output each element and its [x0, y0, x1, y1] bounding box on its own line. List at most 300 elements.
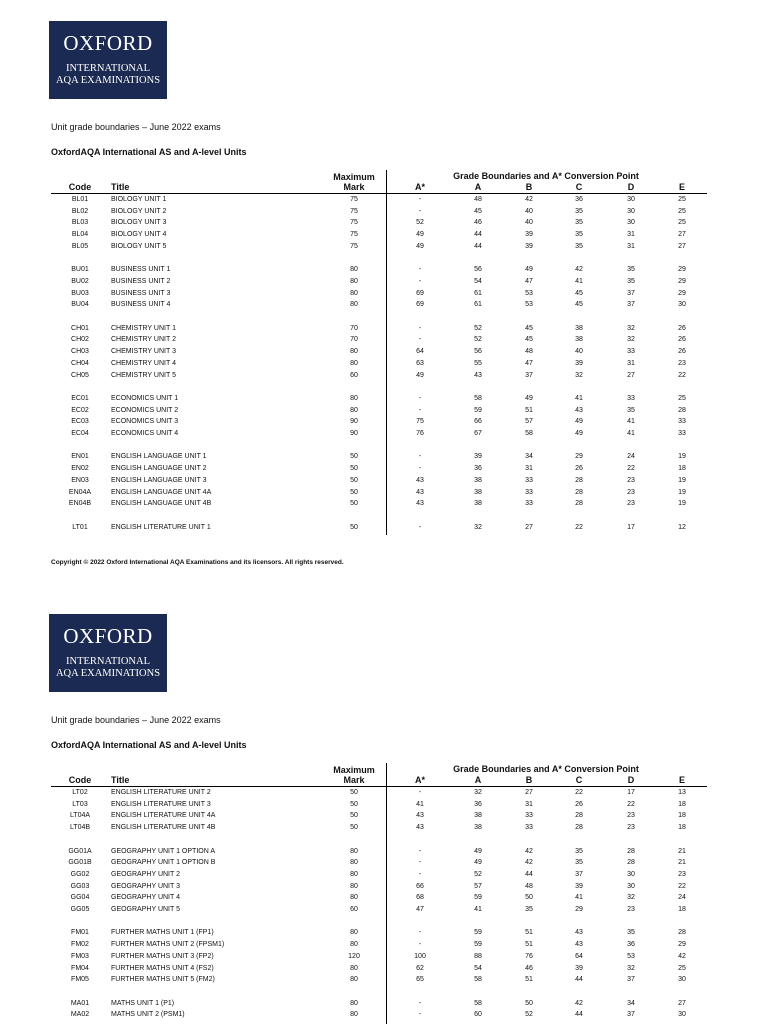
cell-a: 55 — [474, 359, 482, 367]
cell-c: 39 — [575, 964, 583, 972]
cell-a: 61 — [474, 289, 482, 297]
table-row — [0, 217, 768, 228]
cell-d: 35 — [627, 929, 635, 937]
cell-astar: 65 — [416, 976, 424, 984]
cell-b: 47 — [525, 359, 533, 367]
cell-a: 58 — [474, 394, 482, 402]
cell-e: 19 — [678, 476, 686, 484]
cell-c: 35 — [575, 219, 583, 227]
cell-astar: 43 — [416, 824, 424, 832]
cell-title: GEOGRAPHY UNIT 2 — [111, 870, 180, 878]
cell-c: 35 — [575, 231, 583, 239]
cell-a: 52 — [474, 336, 482, 344]
cell-title: ENGLISH LANGUAGE UNIT 2 — [111, 465, 207, 473]
cell-max: 80 — [350, 929, 358, 937]
cell-a: 88 — [474, 952, 482, 960]
cell-max: 80 — [350, 359, 358, 367]
cell-astar: - — [418, 453, 422, 461]
cell-code: FM05 — [71, 976, 89, 984]
table-row — [0, 463, 768, 474]
cell-max: 50 — [350, 523, 358, 531]
cell-d: 33 — [627, 348, 635, 356]
cell-a: 58 — [474, 976, 482, 984]
cell-b: 42 — [525, 847, 533, 855]
cell-d: 35 — [627, 266, 635, 274]
cell-b: 46 — [525, 964, 533, 972]
cell-e: 30 — [678, 976, 686, 984]
table-row — [0, 229, 768, 240]
table-row — [0, 276, 768, 287]
cell-b: 40 — [525, 219, 533, 227]
cell-e: 30 — [678, 301, 686, 309]
cell-c: 45 — [575, 289, 583, 297]
cell-a: 61 — [474, 301, 482, 309]
cell-a: 41 — [474, 906, 482, 913]
cell-title: CHEMISTRY UNIT 2 — [111, 336, 176, 344]
cell-b: 48 — [525, 882, 533, 890]
cell-title: ENGLISH LITERATURE UNIT 2 — [111, 789, 211, 796]
cell-code: CH04 — [71, 359, 89, 367]
cell-d: 32 — [627, 894, 635, 902]
cell-e: 21 — [678, 847, 686, 855]
table-row — [0, 487, 768, 498]
cell-astar: - — [418, 266, 422, 274]
cell-code: BU02 — [71, 277, 89, 285]
cell-a: 49 — [474, 847, 482, 855]
header-mark: Mark — [343, 775, 365, 785]
cell-b: 34 — [525, 453, 533, 461]
cell-d: 17 — [627, 523, 635, 531]
cell-code: BL03 — [71, 219, 89, 227]
cell-astar: 75 — [416, 418, 424, 426]
header-title: Title — [111, 775, 130, 785]
table-row — [0, 299, 768, 310]
cell-d: 35 — [627, 277, 635, 285]
cell-code: EC04 — [71, 430, 89, 437]
cell-e: 29 — [678, 277, 686, 285]
cell-e: 33 — [678, 430, 686, 437]
page-2 — [0, 593, 768, 1024]
cell-a: 46 — [474, 219, 482, 227]
cell-code: EC02 — [71, 406, 89, 414]
header-grade-boundaries: Grade Boundaries and A* Conversion Point — [453, 764, 639, 774]
cell-code: CH02 — [71, 336, 89, 344]
cell-max: 80 — [350, 394, 358, 402]
cell-b: 51 — [525, 941, 533, 949]
cell-astar: 43 — [416, 488, 424, 496]
cell-d: 35 — [627, 406, 635, 414]
cell-a: 38 — [474, 500, 482, 508]
cell-max: 80 — [350, 859, 358, 867]
cell-a: 38 — [474, 812, 482, 820]
cell-a: 49 — [474, 859, 482, 867]
cell-max: 80 — [350, 964, 358, 972]
cell-max: 50 — [350, 465, 358, 473]
cell-a: 44 — [474, 242, 482, 250]
cell-c: 28 — [575, 488, 583, 496]
cell-a: 38 — [474, 488, 482, 496]
cell-title: BIOLOGY UNIT 5 — [111, 242, 167, 250]
header-d: D — [627, 775, 635, 785]
cell-d: 30 — [627, 882, 635, 890]
table-row — [0, 869, 768, 880]
cell-a: 66 — [474, 418, 482, 426]
cell-title: ECONOMICS UNIT 4 — [111, 430, 179, 437]
table-row — [0, 892, 768, 903]
cell-max: 80 — [350, 870, 358, 878]
cell-astar: 64 — [416, 348, 424, 356]
cell-d: 31 — [627, 231, 635, 239]
table-row — [0, 810, 768, 821]
cell-a: 58 — [474, 999, 482, 1007]
cell-astar: 49 — [416, 371, 424, 379]
cell-c: 26 — [575, 465, 583, 473]
cell-code: EN04B — [68, 500, 92, 508]
table-row — [0, 1009, 768, 1020]
cell-e: 21 — [678, 859, 686, 867]
cell-title: ENGLISH LITERATURE UNIT 4B — [111, 824, 216, 832]
cell-d: 34 — [627, 999, 635, 1007]
cell-c: 41 — [575, 894, 583, 902]
table-row — [0, 881, 768, 892]
cell-title: BIOLOGY UNIT 3 — [111, 219, 167, 227]
cell-e: 19 — [678, 488, 686, 496]
cell-astar: 100 — [414, 952, 426, 960]
cell-code: EN01 — [71, 453, 89, 461]
table-row — [0, 416, 768, 427]
cell-e: 18 — [678, 800, 686, 808]
cell-title: CHEMISTRY UNIT 4 — [111, 359, 176, 367]
cell-a: 59 — [474, 894, 482, 902]
table-row — [0, 428, 768, 439]
cell-d: 23 — [627, 488, 635, 496]
header-astar: A* — [414, 182, 425, 192]
cell-astar: - — [418, 929, 422, 937]
cell-astar: 41 — [416, 800, 424, 808]
cell-a: 59 — [474, 406, 482, 414]
cell-a: 36 — [474, 465, 482, 473]
cell-max: 50 — [350, 500, 358, 508]
cell-max: 80 — [350, 266, 358, 274]
cell-b: 53 — [525, 301, 533, 309]
cell-b: 39 — [525, 231, 533, 239]
cell-title: ECONOMICS UNIT 1 — [111, 394, 179, 402]
cell-code: FM03 — [71, 952, 89, 960]
cell-e: 24 — [678, 894, 686, 902]
cell-code: GG05 — [70, 906, 90, 913]
table-row — [0, 846, 768, 857]
cell-d: 31 — [627, 359, 635, 367]
cell-astar: 43 — [416, 476, 424, 484]
cell-title: GEOGRAPHY UNIT 5 — [111, 906, 180, 913]
header-b: B — [525, 182, 533, 192]
cell-title: ECONOMICS UNIT 3 — [111, 418, 179, 426]
cell-code: BU03 — [71, 289, 89, 297]
cell-title: ECONOMICS UNIT 2 — [111, 406, 179, 414]
cell-d: 37 — [627, 289, 635, 297]
cell-e: 29 — [678, 289, 686, 297]
cell-d: 22 — [627, 800, 635, 808]
cell-c: 39 — [575, 882, 583, 890]
cell-b: 50 — [525, 894, 533, 902]
cell-b: 49 — [525, 266, 533, 274]
cell-c: 35 — [575, 207, 583, 215]
header-a: A — [474, 775, 482, 785]
cell-a: 48 — [474, 196, 482, 203]
cell-d: 17 — [627, 789, 635, 796]
cell-c: 64 — [575, 952, 583, 960]
cell-max: 70 — [350, 324, 358, 332]
cell-d: 36 — [627, 941, 635, 949]
table-row — [0, 405, 768, 416]
cell-max: 60 — [350, 906, 358, 913]
cell-code: CH05 — [71, 371, 89, 379]
cell-title: CHEMISTRY UNIT 3 — [111, 348, 176, 356]
cell-b: 45 — [525, 336, 533, 344]
cell-title: ENGLISH LANGUAGE UNIT 4B — [111, 500, 212, 508]
cell-code: FM01 — [71, 929, 89, 937]
cell-a: 32 — [474, 523, 482, 531]
cell-astar: 52 — [416, 219, 424, 227]
header-d: D — [627, 182, 635, 192]
cell-title: BIOLOGY UNIT 4 — [111, 231, 167, 239]
cell-c: 29 — [575, 453, 583, 461]
cell-max: 90 — [350, 430, 358, 437]
cell-b: 33 — [525, 812, 533, 820]
cell-max: 80 — [350, 882, 358, 890]
cell-code: CH03 — [71, 348, 89, 356]
cell-b: 48 — [525, 348, 533, 356]
cell-code: LT01 — [72, 523, 88, 531]
cell-title: BUSINESS UNIT 3 — [111, 289, 171, 297]
cell-astar: - — [418, 394, 422, 402]
cell-code: BL04 — [71, 231, 89, 239]
cell-title: CHEMISTRY UNIT 5 — [111, 371, 176, 379]
table-row — [0, 974, 768, 985]
logo-international-text: INTERNATIONAL — [66, 656, 150, 667]
cell-d: 37 — [627, 301, 635, 309]
cell-b: 39 — [525, 242, 533, 250]
header-c: C — [575, 182, 583, 192]
cell-astar: - — [418, 941, 422, 949]
cell-title: BUSINESS UNIT 2 — [111, 277, 171, 285]
cell-max: 80 — [350, 976, 358, 984]
cell-max: 80 — [350, 894, 358, 902]
cell-code: EN03 — [71, 476, 89, 484]
cell-c: 28 — [575, 824, 583, 832]
logo-international-text: INTERNATIONAL — [66, 63, 150, 74]
table-row — [0, 346, 768, 357]
cell-b: 33 — [525, 476, 533, 484]
cell-c: 22 — [575, 523, 583, 531]
cell-a: 59 — [474, 941, 482, 949]
header-code: Code — [68, 182, 92, 192]
cell-e: 22 — [678, 371, 686, 379]
cell-b: 27 — [525, 789, 533, 796]
cell-c: 43 — [575, 941, 583, 949]
cell-a: 36 — [474, 800, 482, 808]
cell-astar: 76 — [416, 430, 424, 437]
oxford-aqa-logo — [49, 21, 167, 99]
table-row — [0, 799, 768, 810]
cell-title: ENGLISH LANGUAGE UNIT 4A — [111, 488, 212, 496]
cell-b: 35 — [525, 906, 533, 913]
cell-e: 27 — [678, 999, 686, 1007]
cell-code: FM02 — [71, 941, 89, 949]
cell-max: 75 — [350, 231, 358, 239]
cell-b: 52 — [525, 1011, 533, 1019]
cell-d: 32 — [627, 964, 635, 972]
table-row — [0, 451, 768, 462]
cell-astar: - — [418, 277, 422, 285]
table-row — [0, 334, 768, 345]
cell-e: 23 — [678, 870, 686, 878]
header-mark: Mark — [343, 182, 365, 192]
cell-b: 53 — [525, 289, 533, 297]
cell-b: 51 — [525, 929, 533, 937]
cell-b: 57 — [525, 418, 533, 426]
cell-astar: - — [418, 523, 422, 531]
cell-b: 31 — [525, 465, 533, 473]
cell-a: 32 — [474, 789, 482, 796]
cell-b: 33 — [525, 488, 533, 496]
cell-d: 28 — [627, 847, 635, 855]
cell-title: GEOGRAPHY UNIT 1 OPTION B — [111, 859, 216, 867]
cell-c: 26 — [575, 800, 583, 808]
header-b: B — [525, 775, 533, 785]
table-row — [0, 522, 768, 533]
cell-d: 30 — [627, 870, 635, 878]
cell-astar: - — [418, 207, 422, 215]
section-title: OxfordAQA International AS and A-level Units — [51, 740, 247, 750]
cell-b: 45 — [525, 324, 533, 332]
cell-code: BU04 — [71, 301, 89, 309]
table-row — [0, 358, 768, 369]
cell-astar: - — [418, 465, 422, 473]
cell-c: 41 — [575, 394, 583, 402]
cell-code: BL01 — [71, 196, 89, 203]
cell-max: 80 — [350, 289, 358, 297]
cell-d: 30 — [627, 196, 635, 203]
cell-code: CH01 — [71, 324, 89, 332]
cell-e: 29 — [678, 266, 686, 274]
cell-e: 25 — [678, 207, 686, 215]
cell-a: 54 — [474, 277, 482, 285]
table-row — [0, 927, 768, 938]
table-row — [0, 194, 768, 205]
table-row — [0, 963, 768, 974]
cell-d: 23 — [627, 906, 635, 913]
table-row — [0, 323, 768, 334]
cell-a: 45 — [474, 207, 482, 215]
cell-b: 27 — [525, 523, 533, 531]
cell-b: 40 — [525, 207, 533, 215]
cell-d: 31 — [627, 242, 635, 250]
cell-astar: 69 — [416, 289, 424, 297]
cell-b: 31 — [525, 800, 533, 808]
cell-c: 37 — [575, 870, 583, 878]
table-row — [0, 787, 768, 798]
cell-c: 42 — [575, 999, 583, 1007]
cell-astar: 43 — [416, 812, 424, 820]
table-row — [0, 475, 768, 486]
cell-title: FURTHER MATHS UNIT 2 (FPSM1) — [111, 941, 225, 949]
cell-e: 42 — [678, 952, 686, 960]
cell-title: GEOGRAPHY UNIT 3 — [111, 882, 180, 890]
cell-c: 28 — [575, 812, 583, 820]
cell-max: 50 — [350, 812, 358, 820]
cell-a: 56 — [474, 348, 482, 356]
cell-max: 70 — [350, 336, 358, 344]
section-title: OxfordAQA International AS and A-level Units — [51, 147, 247, 157]
cell-d: 23 — [627, 476, 635, 484]
table-row — [0, 857, 768, 868]
cell-d: 41 — [627, 418, 635, 426]
cell-c: 45 — [575, 301, 583, 309]
cell-title: BIOLOGY UNIT 1 — [111, 196, 167, 203]
cell-a: 56 — [474, 266, 482, 274]
cell-d: 32 — [627, 324, 635, 332]
cell-e: 18 — [678, 906, 686, 913]
cell-title: MATHS UNIT 1 (P1) — [111, 999, 175, 1007]
cell-b: 51 — [525, 976, 533, 984]
cell-c: 43 — [575, 406, 583, 414]
cell-b: 33 — [525, 824, 533, 832]
logo-aqa-text: AQA EXAMINATIONS — [55, 75, 161, 86]
table-row — [0, 206, 768, 217]
cell-e: 18 — [678, 824, 686, 832]
cell-astar: 68 — [416, 894, 424, 902]
header-code: Code — [68, 775, 92, 785]
cell-astar: 43 — [416, 500, 424, 508]
cell-title: BUSINESS UNIT 1 — [111, 266, 171, 274]
cell-title: ENGLISH LITERATURE UNIT 4A — [111, 812, 216, 820]
cell-e: 23 — [678, 359, 686, 367]
cell-astar: 47 — [416, 906, 424, 913]
cell-astar: - — [418, 870, 422, 878]
cell-code: EN02 — [71, 465, 89, 473]
cell-code: BU01 — [71, 266, 89, 274]
cell-title: ENGLISH LANGUAGE UNIT 1 — [111, 453, 207, 461]
cell-d: 30 — [627, 207, 635, 215]
cell-b: 44 — [525, 870, 533, 878]
cell-e: 25 — [678, 964, 686, 972]
cell-code: LT03 — [72, 800, 88, 808]
cell-max: 50 — [350, 824, 358, 832]
cell-e: 12 — [678, 523, 686, 531]
header-e: E — [678, 775, 685, 785]
table-row — [0, 904, 768, 915]
cell-a: 59 — [474, 929, 482, 937]
cell-d: 53 — [627, 952, 635, 960]
cell-max: 50 — [350, 789, 358, 796]
cell-c: 28 — [575, 500, 583, 508]
cell-max: 50 — [350, 453, 358, 461]
cell-max: 80 — [350, 277, 358, 285]
cell-astar: 63 — [416, 359, 424, 367]
cell-code: BL02 — [71, 207, 89, 215]
cell-title: GEOGRAPHY UNIT 1 OPTION A — [111, 847, 215, 855]
header-a: A — [474, 182, 482, 192]
cell-c: 49 — [575, 418, 583, 426]
cell-a: 60 — [474, 1011, 482, 1019]
cell-e: 29 — [678, 941, 686, 949]
document-subtitle: Unit grade boundaries – June 2022 exams — [51, 715, 221, 725]
cell-title: FURTHER MATHS UNIT 1 (FP1) — [111, 929, 214, 937]
cell-d: 23 — [627, 500, 635, 508]
cell-c: 42 — [575, 266, 583, 274]
cell-a: 43 — [474, 371, 482, 379]
